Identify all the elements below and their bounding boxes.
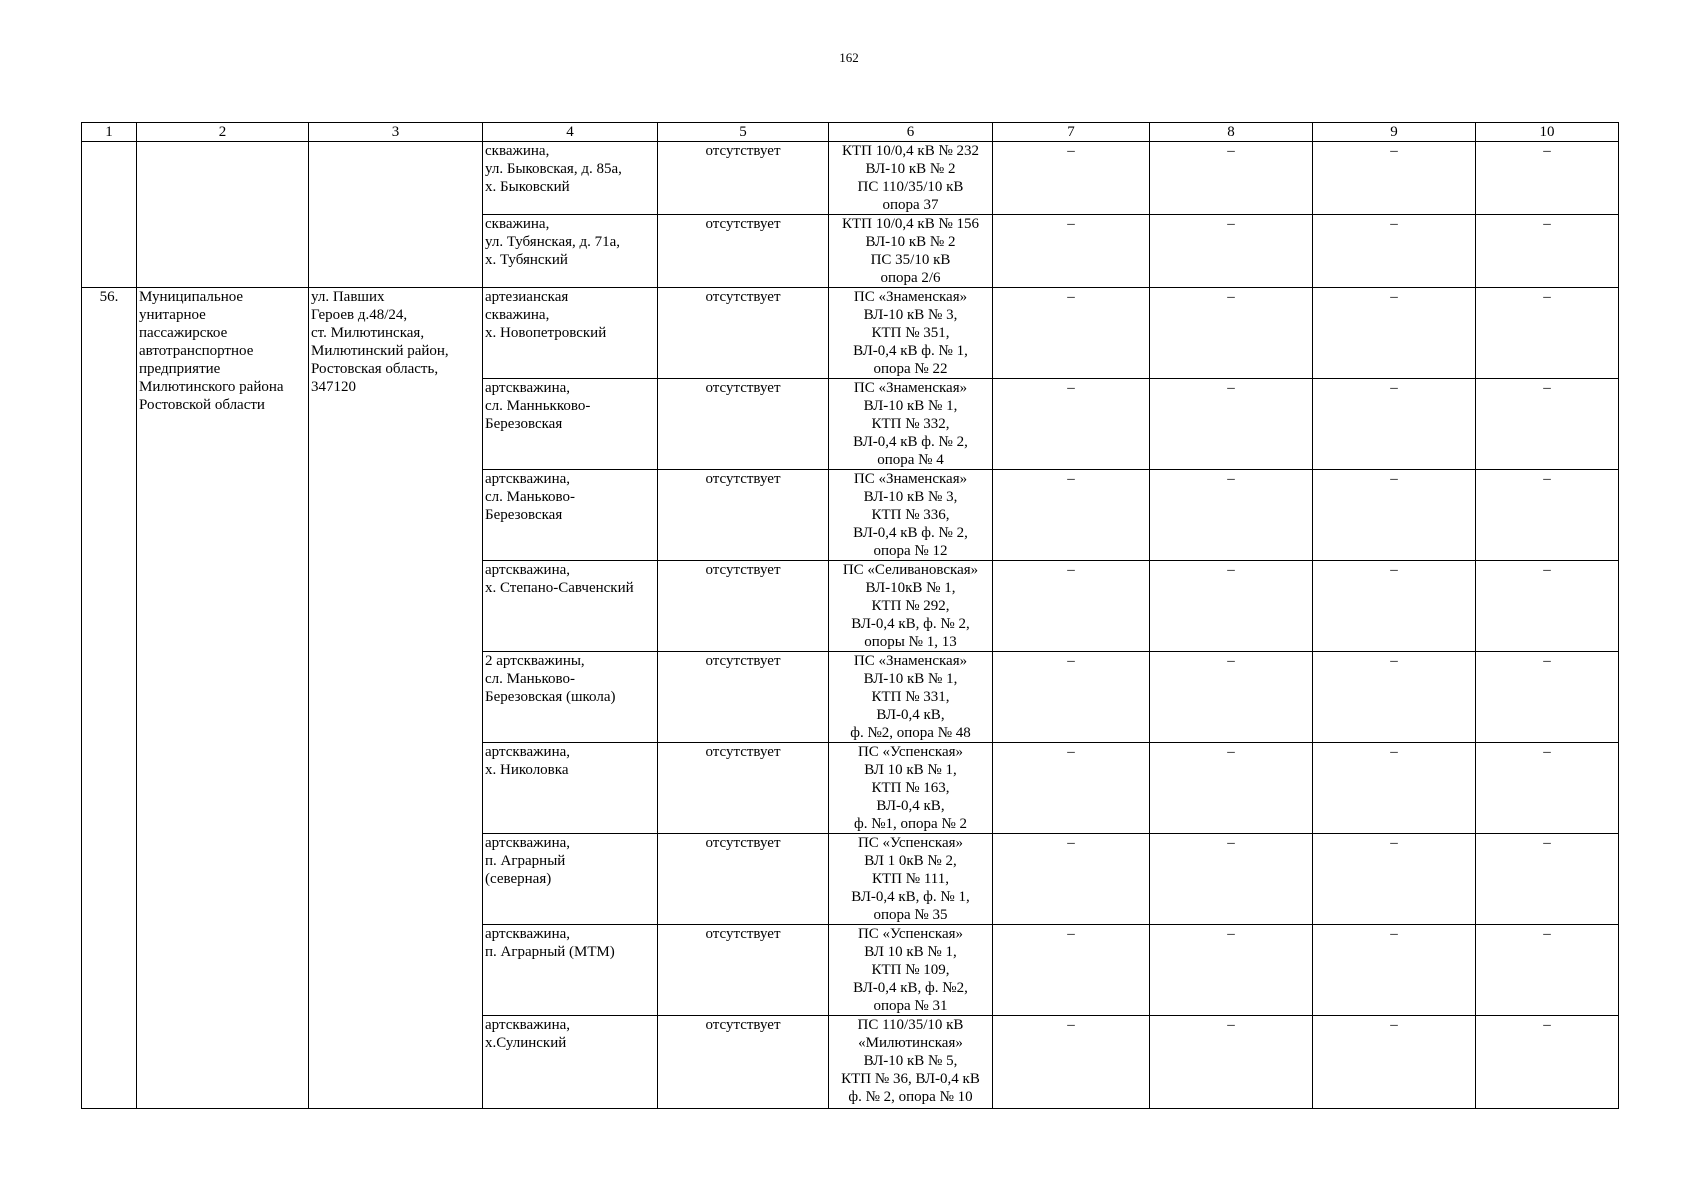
page-number: 162 [839,50,859,65]
object-cell: артскважина, х. Степано-Савченский [483,561,658,652]
column-header: 1 [82,123,137,142]
status-cell: отсутствует [658,470,829,561]
status-cell: отсутствует [658,834,829,925]
power-source-cell: ПС «Знаменская» ВЛ-10 кВ № 3, КТП № 336, ВЛ-0,4 кВ ф. № 2, опора № 12 [829,470,993,561]
object-cell: артскважина, сл. Маньково- Березовская [483,470,658,561]
dash-cell: – [1476,925,1619,1016]
dash-cell: – [1313,379,1476,470]
dash-cell: – [1313,834,1476,925]
column-header: 2 [137,123,309,142]
power-source-cell: ПС 110/35/10 кВ «Милютинская» ВЛ-10 кВ № 5, КТП № 36, ВЛ-0,4 кВ ф. № 2, опора № 10 [829,1016,993,1109]
object-cell: скважина, ул. Тубянская, д. 71а, х. Тубянский [483,215,658,288]
status-cell: отсутствует [658,743,829,834]
dash-cell: – [993,834,1150,925]
column-header: 3 [309,123,483,142]
dash-cell: – [1476,470,1619,561]
dash-cell: – [1150,379,1313,470]
dash-cell: – [1150,215,1313,288]
object-cell: скважина, ул. Быковская, д. 85а, х. Быковский [483,142,658,215]
entry-number-cell: 56. [82,288,137,1109]
dash-cell: – [1150,652,1313,743]
dash-cell: – [1476,834,1619,925]
dash-cell: – [993,561,1150,652]
dash-cell: – [993,379,1150,470]
power-source-cell: ПС «Успенская» ВЛ 10 кВ № 1, КТП № 109, ВЛ-0,4 кВ, ф. №2, опора № 31 [829,925,993,1016]
dash-cell: – [1313,215,1476,288]
power-source-cell: КТП 10/0,4 кВ № 156 ВЛ-10 кВ № 2 ПС 35/10 кВ опора 2/6 [829,215,993,288]
dash-cell: – [1476,379,1619,470]
address-cell: ул. Павших Героев д.48/24, ст. Милютинская, Милютинский район, Ростовская область, 347120 [309,288,483,1109]
registry-table [81,122,1619,1109]
dash-cell: – [1476,561,1619,652]
column-header: 5 [658,123,829,142]
power-source-cell: ПС «Селивановская» ВЛ-10кВ № 1, КТП № 292, ВЛ-0,4 кВ, ф. № 2, опоры № 1, 13 [829,561,993,652]
address-cell [309,142,483,288]
dash-cell: – [1313,925,1476,1016]
status-cell: отсутствует [658,288,829,379]
dash-cell: – [1150,288,1313,379]
column-number-row [82,123,1619,142]
power-source-cell: ПС «Знаменская» ВЛ-10 кВ № 1, КТП № 331, ВЛ-0,4 кВ, ф. №2, опора № 48 [829,652,993,743]
object-cell: артскважина, сл. Маннькково- Березовская [483,379,658,470]
power-source-cell: КТП 10/0,4 кВ № 232 ВЛ-10 кВ № 2 ПС 110/35/10 кВ опора 37 [829,142,993,215]
dash-cell: – [1476,652,1619,743]
dash-cell: – [1313,743,1476,834]
column-header: 10 [1476,123,1619,142]
dash-cell: – [993,142,1150,215]
dash-cell: – [1313,1016,1476,1109]
table-row [82,288,1619,379]
dash-cell: – [993,652,1150,743]
dash-cell: – [1313,652,1476,743]
dash-cell: – [1150,142,1313,215]
table-row [82,142,1619,215]
dash-cell: – [993,288,1150,379]
object-cell: артскважина, п. Аграрный (МТМ) [483,925,658,1016]
power-source-cell: ПС «Успенская» ВЛ 10 кВ № 1, КТП № 163, ВЛ-0,4 кВ, ф. №1, опора № 2 [829,743,993,834]
entry-number-cell [82,142,137,288]
dash-cell: – [1150,925,1313,1016]
dash-cell: – [993,215,1150,288]
status-cell: отсутствует [658,652,829,743]
dash-cell: – [1476,1016,1619,1109]
dash-cell: – [993,743,1150,834]
status-cell: отсутствует [658,379,829,470]
dash-cell: – [1476,288,1619,379]
object-cell: 2 артскважины, сл. Маньково- Березовская (школа) [483,652,658,743]
power-source-cell: ПС «Знаменская» ВЛ-10 кВ № 1, КТП № 332, ВЛ-0,4 кВ ф. № 2, опора № 4 [829,379,993,470]
organization-cell: Муниципальное унитарное пассажирское автотранспортное предприятие Милютинского района Ростовской области [137,288,309,1109]
status-cell: отсутствует [658,215,829,288]
column-header: 9 [1313,123,1476,142]
dash-cell: – [1313,561,1476,652]
column-header: 4 [483,123,658,142]
dash-cell: – [1313,470,1476,561]
dash-cell: – [1150,561,1313,652]
column-header: 8 [1150,123,1313,142]
dash-cell: – [1150,1016,1313,1109]
object-cell: артскважина, х. Николовка [483,743,658,834]
status-cell: отсутствует [658,561,829,652]
column-header: 6 [829,123,993,142]
object-cell: артскважина, п. Аграрный (северная) [483,834,658,925]
organization-cell [137,142,309,288]
object-cell: артезианская скважина, х. Новопетровский [483,288,658,379]
dash-cell: – [1476,215,1619,288]
dash-cell: – [993,1016,1150,1109]
status-cell: отсутствует [658,1016,829,1109]
dash-cell: – [1476,142,1619,215]
column-header: 7 [993,123,1150,142]
dash-cell: – [1150,743,1313,834]
power-source-cell: ПС «Успенская» ВЛ 1 0кВ № 2, КТП № 111, ВЛ-0,4 кВ, ф. № 1, опора № 35 [829,834,993,925]
status-cell: отсутствует [658,142,829,215]
dash-cell: – [1313,142,1476,215]
object-cell: артскважина, х.Сулинский [483,1016,658,1109]
dash-cell: – [1476,743,1619,834]
dash-cell: – [1150,834,1313,925]
dash-cell: – [1150,470,1313,561]
status-cell: отсутствует [658,925,829,1016]
dash-cell: – [993,925,1150,1016]
dash-cell: – [993,470,1150,561]
dash-cell: – [1313,288,1476,379]
power-source-cell: ПС «Знаменская» ВЛ-10 кВ № 3, КТП № 351, ВЛ-0,4 кВ ф. № 1, опора № 22 [829,288,993,379]
